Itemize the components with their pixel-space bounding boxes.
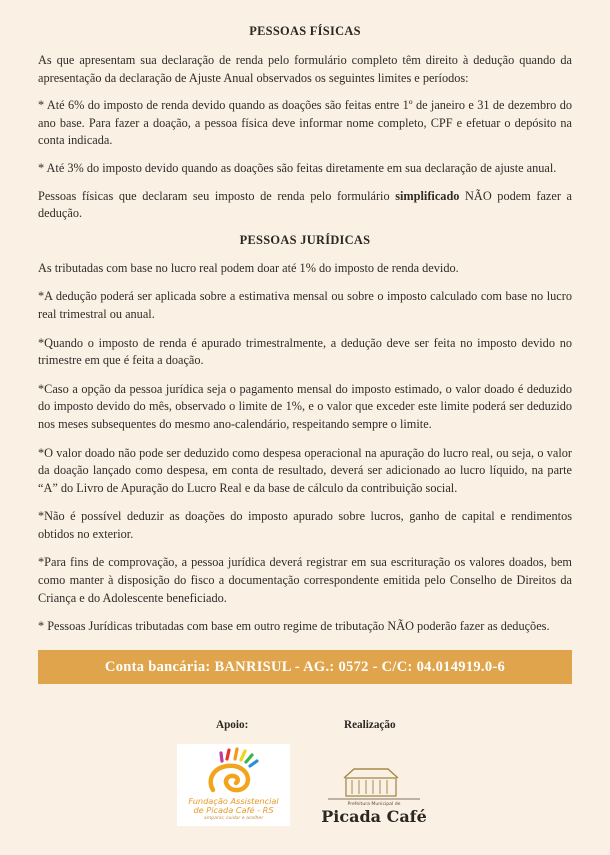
pj-paragraph: *Caso a opção da pessoa jurídica seja o pagamento mensal do imposto estimado, o valor doado é deduzido do imposto devido do mês, observado o limite de 1%, e o valor que exceder este limite poderá ser deduzido nos meses subsequentes do mesmo ano-calendário, respeitando sempre o limite.: [38, 381, 572, 431]
realizacao-label: Realização: [344, 719, 396, 731]
prefeitura-logo: [318, 764, 430, 826]
pj-paragraph: As tributadas com base no lucro real podem doar até 1% do imposto de renda devido.: [38, 260, 459, 275]
pf-simplified-after: NÃO podem fazer a dedução.: [38, 188, 572, 221]
fundacao-logo: [177, 744, 290, 826]
pf-item-2: * Até 3% do imposto devido quando as doações são feitas diretamente em sua declaração de ajuste anual.: [38, 160, 557, 175]
fundacao-tagline: amparar, cuidar e acolher: [203, 816, 264, 821]
pf-intro: As que apresentam sua declaração de renda pelo formulário completo têm direito à dedução quando da apresentação da declaração de Ajuste Anual observados os seguintes limites e períodos:: [38, 53, 572, 85]
pj-paragraph: *Quando o imposto de renda é apurado trimestralmente, a dedução deve ser feita no imposto devido no trimestre em que é feita a doação.: [38, 335, 572, 368]
pf-simplified-bold: simplificado: [395, 188, 460, 203]
bank-account-banner: Conta bancária: BANRISUL - AG.: 0572 - C/C: 04.014919.0-6: [38, 650, 572, 684]
pj-paragraph: * Pessoas Jurídicas tributadas com base em outro regime de tributação NÃO poderão fazer as deduções.: [38, 619, 550, 634]
pj-paragraph: *A dedução poderá ser aplicada sobre a estimativa mensal ou sobre o imposto calculado com base no lucro real trimestral ou anual.: [38, 289, 572, 321]
pessoas-juridicas-heading: PESSOAS JURÍDICAS: [239, 232, 371, 247]
document-body: [38, 24, 572, 636]
pf-simplified-before: Pessoas físicas que declaram seu imposto de renda pelo formulário: [38, 188, 396, 203]
pessoas-fisicas-heading: PESSOAS FÍSICAS: [249, 24, 361, 38]
apoio-label: Apoio:: [216, 719, 249, 731]
fundacao-name-line2: de Picada Café - RS: [193, 805, 274, 815]
prefeitura-name: Picada Café: [321, 807, 427, 826]
pj-paragraph: *Não é possível deduzir as doações do imposto apurado sobre lucros, ganho de capital e rendimentos obtidos no exterior.: [38, 509, 572, 541]
picada-cafe-emblem-icon: [318, 764, 430, 802]
fundacao-name-line1: Fundação Assistencial: [188, 796, 279, 806]
pf-simplified-note: [38, 188, 572, 223]
swirl-logo-icon: [177, 744, 290, 796]
prefeitura-subtitle: Prefeitura Municipal de: [347, 802, 401, 807]
pf-item-1: * Até 6% do imposto de renda devido quando as doações são feitas entre 1º de janeiro e 31 de dezembro do ano base. Para fazer a doação, a pessoa física deve informar nome completo, CPF e efetuar o depósito na conta indicada.: [38, 98, 572, 148]
pj-paragraph: *Para fins de comprovação, a pessoa jurídica deverá registrar em sua escrituração os valores doados, bem como manter à disposição do fisco a documentação correspondente emitida pelo Conselho de Direitos da Criança e do Adolescente beneficiado.: [38, 555, 572, 605]
pj-paragraph: *O valor doado não pode ser deduzido como despesa operacional na apuração do lucro real, ou seja, o valor da doação lançado como despesa, em conta de resultado, deverá ser adicionado ao lucro líquido, na parte “A” do Livro de Apuração do Lucro Real e da base de cálculo da contribuição social.: [38, 445, 572, 495]
